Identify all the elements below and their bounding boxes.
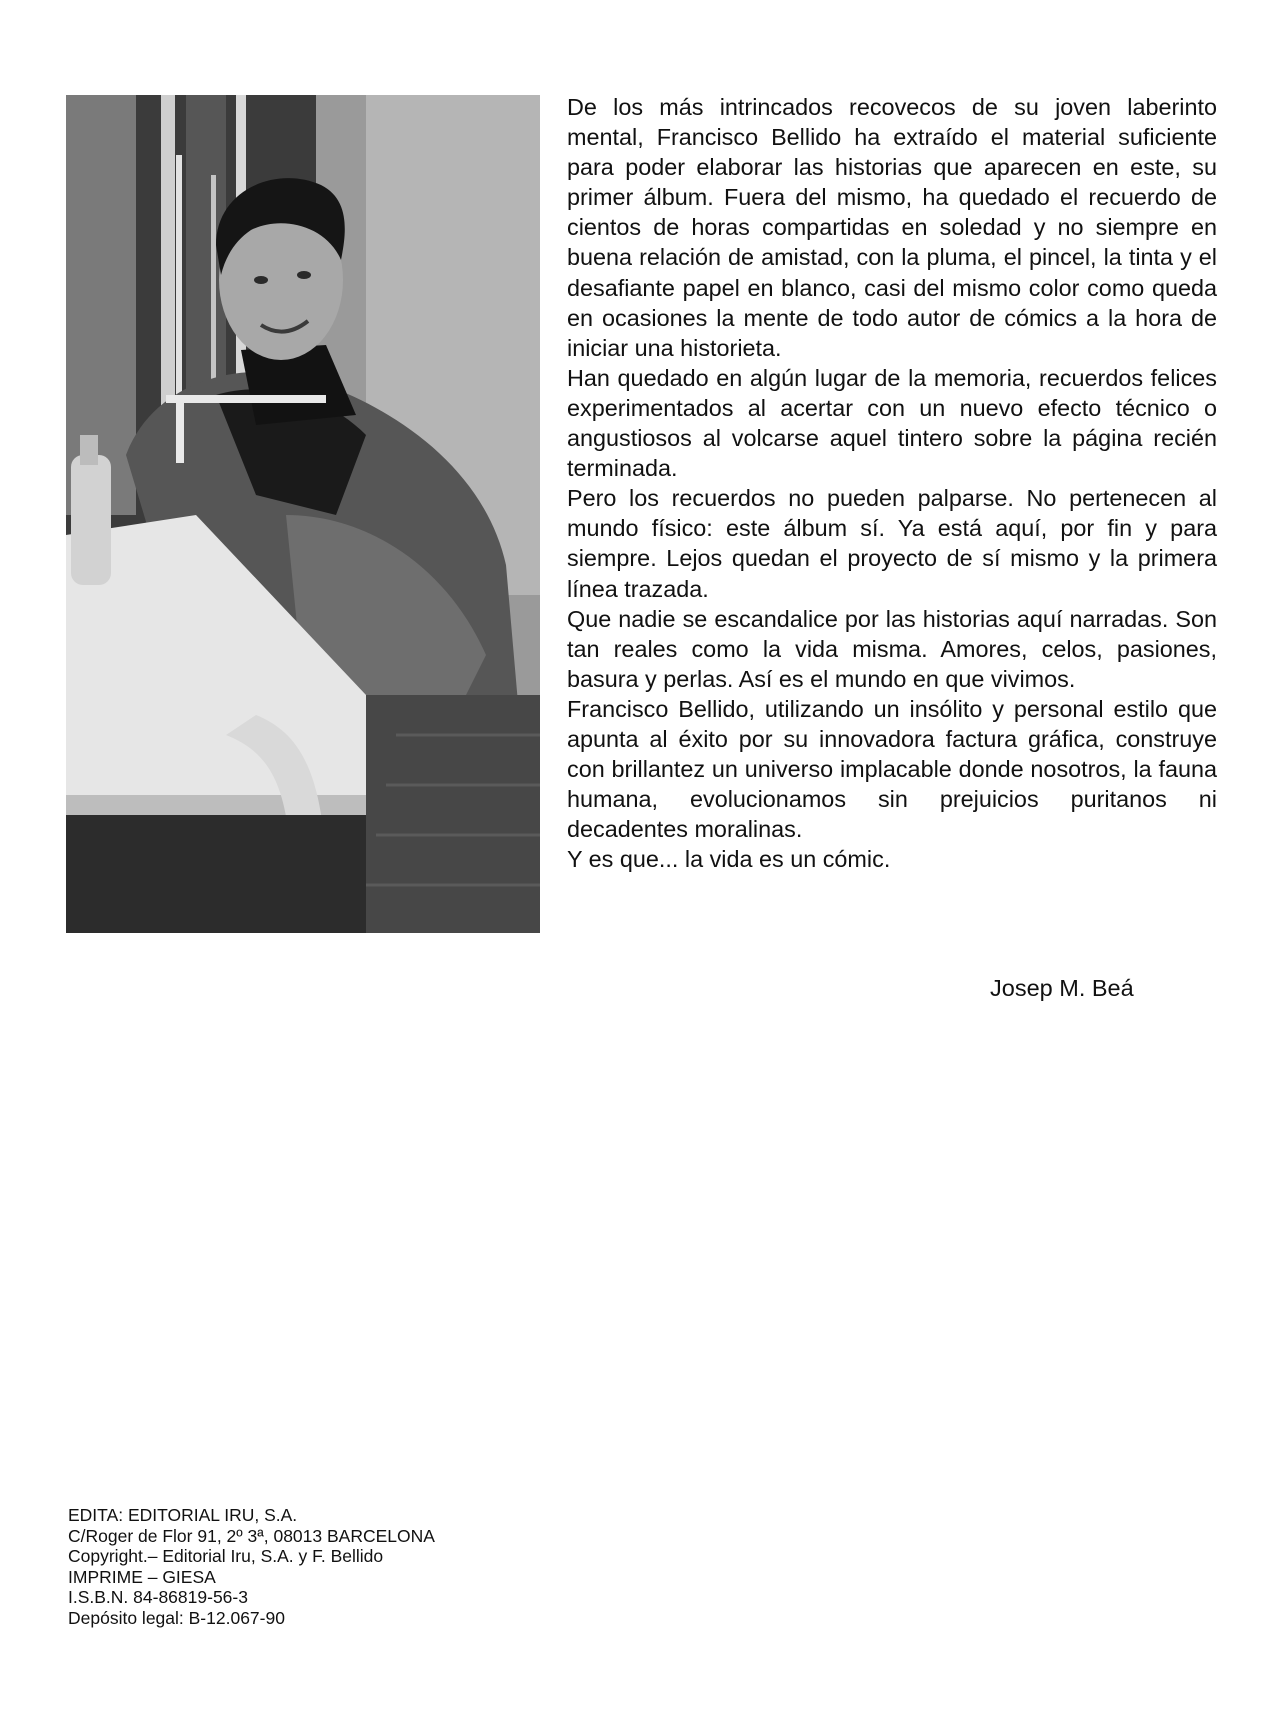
address-line: C/Roger de Flor 91, 2º 3ª, 08013 BARCELONA — [68, 1525, 435, 1546]
intro-paragraph: Francisco Bellido, utilizando un insólito y personal estilo que apunta al éxito por su innovadora factura gráfica, construye con brillantez un universo implacable donde nosotros, la fauna humana, evolucionamos sin prejuicios puritanos ni decadentes moralinas. — [567, 695, 1217, 843]
isbn-line: I.S.B.N. 84-86819-56-3 — [68, 1587, 248, 1607]
printer-line: IMPRIME – GIESA — [68, 1566, 216, 1587]
intro-paragraph: Pero los recuerdos no pueden palparse. No pertenecen al mundo físico: este álbum sí. Ya está aquí, por fin y para siempre. Lejos quedan el proyecto de sí mismo y la primera línea trazada. — [567, 485, 1217, 602]
publisher-line: EDITA: EDITORIAL IRU, S.A. — [68, 1505, 298, 1525]
publishing-credits — [68, 1505, 435, 1628]
intro-paragraph: Que nadie se escandalice por las historias aquí narradas. Son tan reales como la vida misma. Amores, celos, pasiones, basura y perlas. Así es el mundo en que vivimos. — [567, 605, 1217, 692]
signature: Josep M. Beá — [990, 975, 1134, 1001]
copyright-line: Copyright.– Editorial Iru, S.A. y F. Bellido — [68, 1546, 384, 1566]
intro-paragraph: Y es que... la vida es un cómic. — [567, 846, 891, 873]
author-portrait-photo — [66, 95, 540, 933]
intro-paragraph: De los más intrincados recovecos de su joven laberinto mental, Francisco Bellido ha extraído el material suficiente para poder elaborar las historias que aparecen en este, su primer álbum. Fuera del mismo, ha quedado el recuerdo de cientos de horas compartidas en soledad y no siempre en buena relación de amistad, con la pluma, el pincel, la tinta y el desafiante papel en blanco, casi del mismo color como queda en ocasiones la mente de todo autor de cómics a la hora de iniciar una historieta. — [567, 94, 1217, 361]
legal-deposit-line: Depósito legal: B-12.067-90 — [68, 1607, 285, 1628]
portrait-image — [66, 95, 540, 933]
intro-text — [567, 92, 1217, 874]
intro-paragraph: Han quedado en algún lugar de la memoria, recuerdos felices experimentados al acertar con un nuevo efecto técnico o angustiosos al volcarse aquel tintero sobre la página recién terminada. — [567, 364, 1217, 482]
